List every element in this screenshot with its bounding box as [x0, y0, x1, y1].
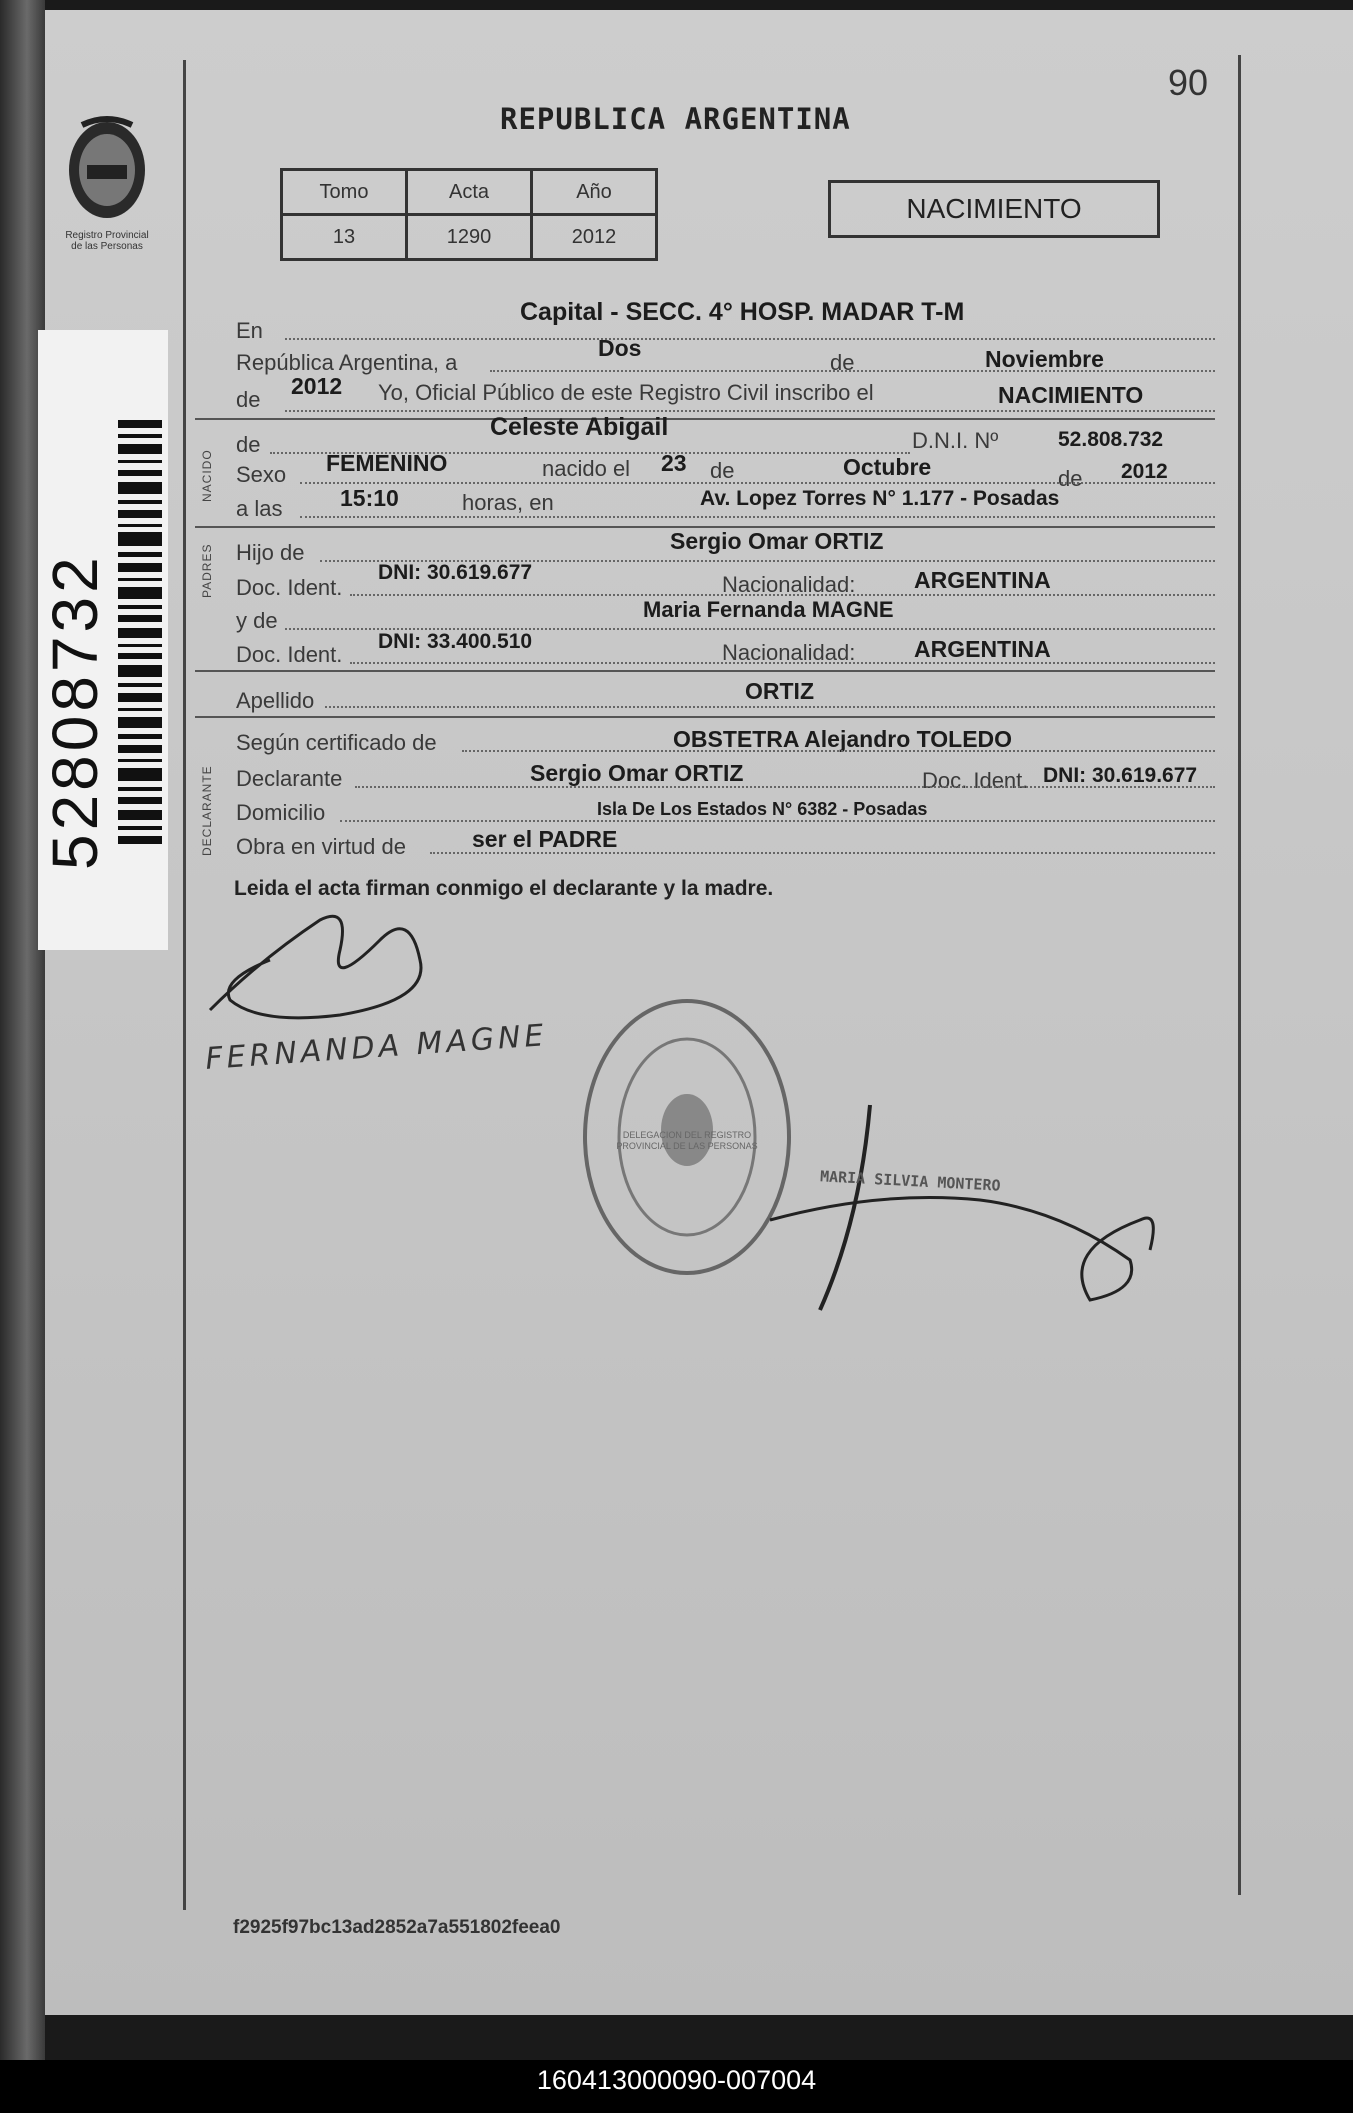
- time-value: 15:10: [340, 485, 399, 511]
- line-obra: [430, 852, 1215, 854]
- section-label-padres: PADRES: [200, 543, 214, 598]
- document-title: REPUBLICA ARGENTINA: [500, 102, 851, 136]
- label-segun-cert: Según certificado de: [236, 730, 437, 755]
- line-cert: [462, 750, 1215, 752]
- label-republica: República Argentina, a: [236, 350, 458, 375]
- declarant-signature: [200, 900, 460, 1030]
- left-margin-line: [183, 60, 186, 1910]
- reason-value: ser el PADRE: [472, 826, 618, 852]
- label-sexo: Sexo: [236, 462, 287, 487]
- line-a-las: [300, 516, 1215, 518]
- act-value: NACIMIENTO: [998, 382, 1144, 408]
- label-a-las: a las: [236, 496, 283, 521]
- scan-code: 160413000090-007004: [536, 2065, 817, 2095]
- barcode-number: 52808732: [39, 553, 111, 870]
- line-doc-father: [350, 594, 1215, 596]
- label-de-birthmonth: de: [710, 458, 735, 483]
- barcode-label: [38, 330, 168, 950]
- line-yo: [285, 410, 1215, 412]
- barcode-icon: [118, 420, 162, 860]
- section-label-declarante: DECLARANTE: [200, 765, 214, 856]
- logo-caption: Registro Provincial de las Personas: [65, 230, 149, 252]
- label-horas-en: horas, en: [462, 490, 554, 515]
- label-nac-mother: Nacionalidad:: [722, 640, 856, 665]
- birth-year-value: 2012: [1121, 460, 1168, 483]
- birth-day-value: 23: [661, 450, 687, 476]
- label-domicilio: Domicilio: [236, 800, 326, 825]
- label-apellido: Apellido: [236, 688, 315, 713]
- page-number: 90: [1168, 62, 1209, 103]
- registry-table: [280, 168, 658, 261]
- declarant-doc-value: DNI: 30.619.677: [1043, 764, 1198, 787]
- act-type-box: NACIMIENTO: [828, 180, 1160, 238]
- label-doc-mother: Doc. Ident.: [236, 642, 343, 667]
- father-nationality-value: ARGENTINA: [914, 567, 1051, 593]
- official-stamp-name: MARIA SILVIA MONTERO: [819, 1167, 1001, 1195]
- father-doc-value: DNI: 30.619.677: [378, 561, 533, 584]
- mother-name-value: Maria Fernanda MAGNE: [643, 597, 894, 622]
- line-sexo: [300, 482, 1215, 484]
- table-header-anio: Año: [532, 170, 657, 215]
- month-value: Noviembre: [985, 346, 1104, 372]
- line-doc-mother: [350, 662, 1215, 664]
- line-domicilio: [340, 820, 1215, 822]
- label-de-month: de: [830, 350, 855, 375]
- table-value-acta: 1290: [407, 215, 532, 260]
- father-name-value: Sergio Omar ORTIZ: [670, 528, 884, 554]
- table-header-tomo: Tomo: [282, 170, 407, 215]
- label-de-birthyear: de: [1058, 466, 1083, 491]
- day-value: Dos: [598, 335, 642, 361]
- label-nac-father: Nacionalidad:: [722, 572, 856, 597]
- line-apellido: [325, 706, 1215, 708]
- table-header-acta: Acta: [407, 170, 532, 215]
- label-de-name: de: [236, 432, 261, 457]
- label-yo-oficial: Yo, Oficial Público de este Registro Civil inscribo el: [378, 380, 874, 405]
- provincial-logo: [62, 115, 152, 265]
- label-obra-virtud: Obra en virtud de: [236, 834, 406, 859]
- divider-apellido-top: [195, 670, 1215, 672]
- label-dni: D.N.I. Nº: [912, 428, 999, 453]
- year-value: 2012: [291, 373, 343, 399]
- address-value: Isla De Los Estados N° 6382 - Posadas: [597, 799, 928, 819]
- divider-nacido-top: [195, 418, 1215, 420]
- dni-value: 52.808.732: [1058, 428, 1164, 451]
- label-en: En: [236, 318, 263, 343]
- closing-statement: Leida el acta firman conmigo el declarante y la madre.: [234, 877, 774, 900]
- table-value-tomo: 13: [282, 215, 407, 260]
- table-value-anio: 2012: [532, 215, 657, 260]
- line-en: [285, 338, 1215, 340]
- declarant-value: Sergio Omar ORTIZ: [530, 760, 744, 786]
- book-spine: [0, 0, 45, 2060]
- right-margin-line: [1238, 55, 1241, 1895]
- label-de-year: de: [236, 387, 261, 412]
- label-hijo-de: Hijo de: [236, 540, 305, 565]
- mother-nationality-value: ARGENTINA: [914, 636, 1051, 662]
- seal-text: DELEGACION DEL REGISTRO PROVINCIAL DE LAS PERSONAS: [616, 1130, 758, 1151]
- child-name-value: Celeste Abigail: [490, 413, 669, 441]
- label-doc-father: Doc. Ident.: [236, 575, 343, 600]
- official-signature: [760, 1100, 1160, 1320]
- birth-month-value: Octubre: [843, 454, 932, 480]
- surname-value: ORTIZ: [745, 678, 814, 704]
- label-nacido-el: nacido el: [542, 456, 631, 481]
- document-hash: f2925f97bc13ad2852a7a551802feea0: [233, 1917, 561, 1938]
- handwritten-name: FERNANDA MAGNE: [204, 1018, 549, 1077]
- sex-value: FEMENINO: [326, 450, 448, 476]
- place-value: Capital - SECC. 4° HOSP. MADAR T-M: [520, 298, 965, 326]
- label-declarante: Declarante: [236, 766, 343, 791]
- label-doc-declarant: Doc. Ident.: [922, 768, 1029, 793]
- label-y-de: y de: [236, 608, 278, 633]
- line-declarante: [355, 786, 1215, 788]
- divider-declarante-top: [195, 716, 1215, 718]
- mother-doc-value: DNI: 33.400.510: [378, 630, 533, 653]
- certificate-value: OBSTETRA Alejandro TOLEDO: [673, 726, 1013, 752]
- section-label-nacido: NACIDO: [200, 449, 214, 502]
- birth-place-value: Av. Lopez Torres N° 1.177 - Posadas: [700, 487, 1060, 510]
